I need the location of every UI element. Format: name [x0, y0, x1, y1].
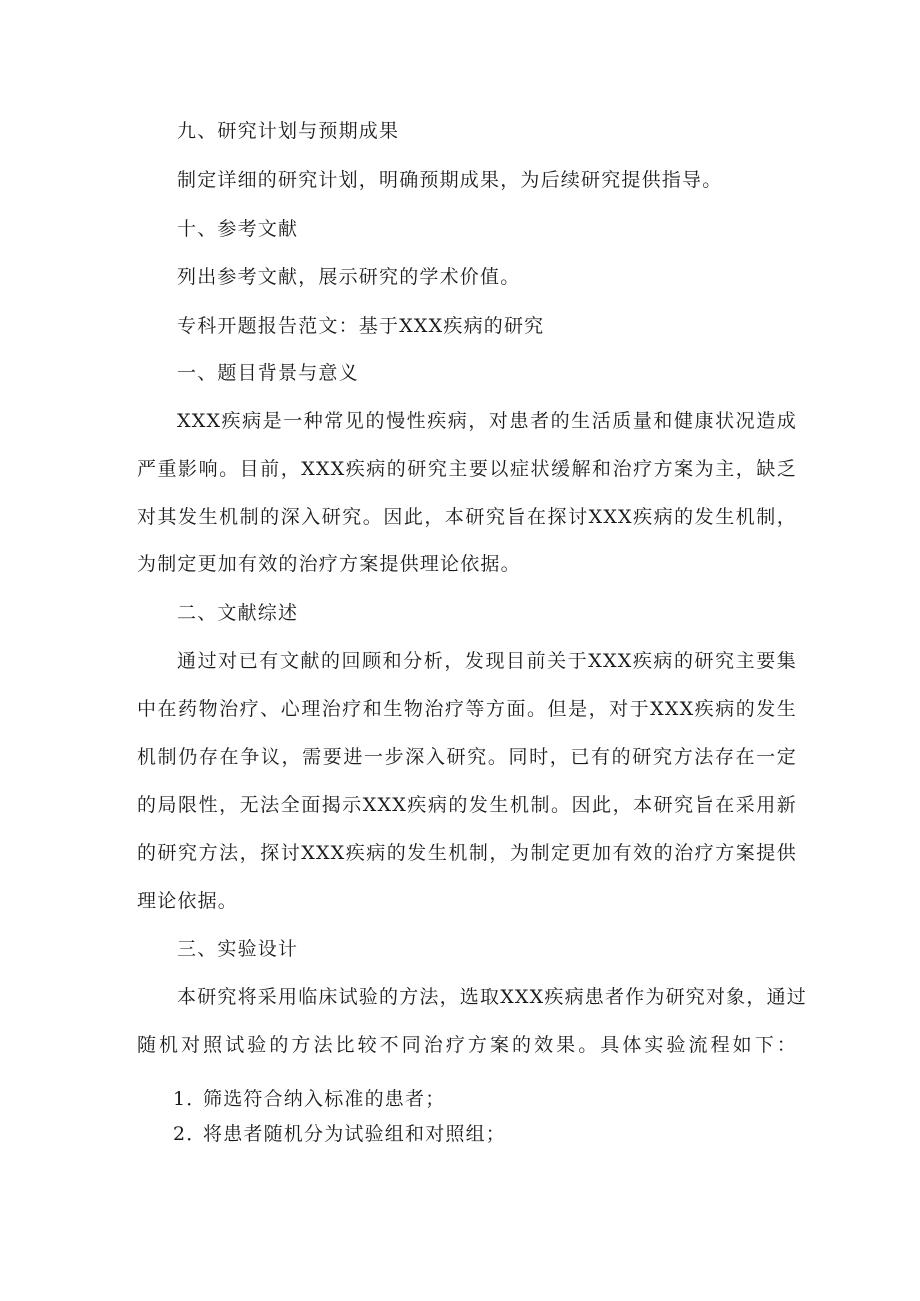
paragraph: 列出参考文献，展示研究的学术价值。	[177, 266, 521, 288]
paragraph-line: XXX疾病是一种常见的慢性疾病，对患者的生活质量和健康状况造成	[177, 410, 797, 432]
section-heading-3: 三、实验设计	[177, 938, 299, 960]
paragraph-line: 严重影响。目前，XXX疾病的研究主要以症状缓解和治疗方案为主，缺乏	[137, 458, 797, 480]
section-heading-1: 一、题目背景与意义	[177, 362, 359, 384]
paragraph-line: 的局限性，无法全面揭示XXX疾病的发生机制。因此，本研究旨在采用新	[137, 794, 797, 816]
list-item	[173, 1085, 445, 1113]
paragraph-line: 通过对已有文献的回顾和分析，发现目前关于XXX疾病的研究主要集	[177, 650, 797, 672]
paragraph-line: 中在药物治疗、心理治疗和生物治疗等方面。但是，对于XXX疾病的发生	[137, 698, 797, 720]
paragraph-line: 的研究方法，探讨XXX疾病的发生机制，为制定更加有效的治疗方案提供	[137, 842, 797, 864]
paragraph-line: 对其发生机制的深入研究。因此，本研究旨在探讨XXX疾病的发生机制，	[137, 506, 797, 528]
list-item	[173, 1120, 506, 1148]
paragraph-line: 为制定更加有效的治疗方案提供理论依据。	[137, 553, 521, 575]
list-number: 1．	[173, 1088, 207, 1110]
section-heading-9: 九、研究计划与预期成果	[177, 120, 400, 142]
paragraph: 制定详细的研究计划，明确预期成果，为后续研究提供指导。	[177, 169, 723, 191]
section-heading-2: 二、文献综述	[177, 602, 299, 624]
list-text: 筛选符合纳入标准的患者；	[203, 1088, 446, 1110]
paragraph-line: 机制仍存在争议，需要进一步深入研究。同时，已有的研究方法存在一定	[137, 746, 797, 768]
paragraph-line: 理论依据。	[137, 890, 239, 912]
list-number: 2．	[173, 1123, 207, 1145]
paragraph-line: 随机对照试验的方法比较不同治疗方案的效果。具体实验流程如下：	[137, 1034, 797, 1056]
document-title: 专科开题报告范文：基于XXX疾病的研究	[177, 315, 545, 337]
list-text: 将患者随机分为试验组和对照组；	[203, 1123, 507, 1145]
paragraph-line: 本研究将采用临床试验的方法，选取XXX疾病患者作为研究对象，通过	[177, 986, 807, 1008]
section-heading-10: 十、参考文献	[177, 218, 299, 240]
